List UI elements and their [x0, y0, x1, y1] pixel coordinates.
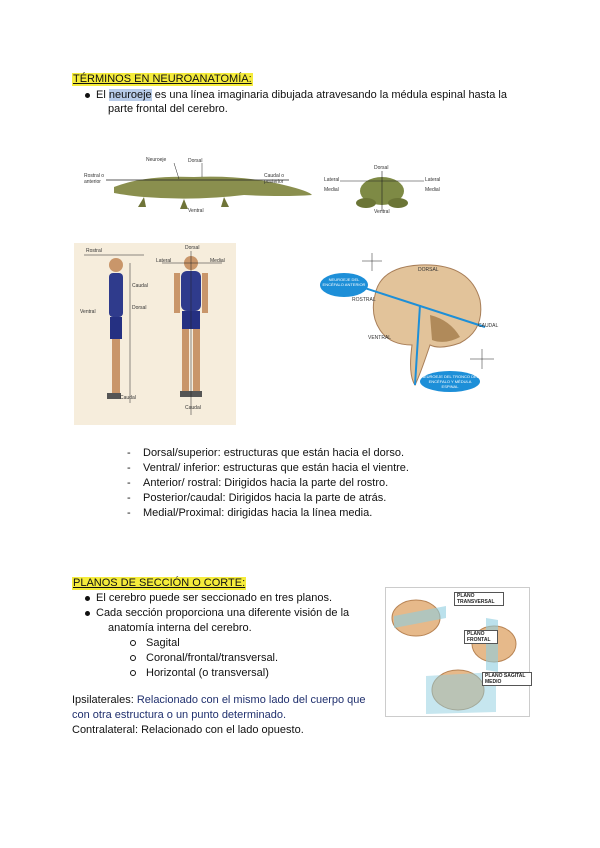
label-plano-sagital: PLANO SAGITAL MEDIO [482, 672, 532, 686]
highlighted-term: neuroeje [108, 89, 152, 101]
brain-label-rostral: ROSTRAL [352, 297, 376, 303]
human-label-ventral: Ventral [80, 309, 96, 315]
brain-label-dorsal: DORSAL [418, 267, 439, 273]
human-label-medial: Medial [210, 258, 225, 264]
label-plano-transversal: PLANO TRANSVERSAL [454, 592, 504, 606]
list-item: - Posterior/caudal: Dirigidos hacia la parte de atrás. [127, 492, 387, 504]
section-heading-planes: PLANOS DE SECCIÓN O CORTE: [73, 577, 246, 589]
label-plano-frontal: PLANO FRONTAL [464, 630, 498, 644]
croc-label-neuroeje: Neuroeje [146, 157, 167, 163]
bullet-dot [85, 93, 90, 98]
frog-figure [322, 165, 442, 215]
frog-label-medial-left: Medial [324, 187, 339, 193]
list-item: El cerebro puede ser seccionado en tres planos. [85, 591, 375, 606]
frog-label-medial-right: Medial [425, 187, 440, 193]
ipsilateral-paragraph: Ipsilaterales: Relacionado con el mismo lado del cuerpo que [72, 694, 366, 706]
human-label-rostral: Rostral [86, 248, 102, 254]
list-item: - Medial/Proximal: dirigidas hacia la línea media. [127, 507, 373, 519]
crocodile-figure [84, 155, 314, 215]
bubble-neuroeje-tronco: NEUROEJE DEL TRONCO DEL ENCÉFALO Y MÉDULA ESPINAL [420, 371, 480, 392]
human-label-caudal-b: Caudal [185, 405, 201, 411]
human-label-caudal-bottom: Caudal [120, 395, 136, 401]
human-label-dorsal: Dorsal [132, 305, 147, 311]
frog-label-lateral-right: Lateral [425, 177, 441, 183]
brain-axes-figure [320, 245, 525, 395]
neuroeje-bullet-cont: parte frontal del cerebro. [108, 103, 228, 115]
list-item: - Anterior/ rostral: Dirigidos hacia la parte del rostro. [127, 477, 389, 489]
human-label-caudal-top: Caudal [132, 283, 148, 289]
human-label-lateral: Lateral [156, 258, 172, 264]
bubble-neuroeje-anterior: NEUROEJE DEL ENCÉFALO ANTERIOR [320, 273, 368, 297]
ipsilateral-paragraph-cont: con otra estructura o un punto determinado. [72, 709, 287, 721]
list-item: - Dorsal/superior: estructuras que están hacia el dorso. [127, 447, 405, 459]
section-heading-terms: TÉRMINOS EN NEUROANATOMÍA: [73, 73, 252, 85]
list-item: Horizontal (o transversal) [130, 666, 330, 681]
croc-label-dorsal: Dorsal [188, 158, 203, 164]
list-item: Coronal/frontal/transversal. [130, 651, 330, 666]
croc-label-rostral: Rostral o anterior [84, 173, 105, 185]
list-item-cont: anatomía interna del cerebro. [108, 622, 252, 634]
list-item: Cada sección proporciona una diferente visión de la [85, 606, 375, 621]
terms-list [127, 446, 467, 521]
neuroeje-bullet: El neuroeje es una línea imaginaria dibujada atravesando la médula espinal hasta la [85, 88, 545, 102]
planes-sub-bullets [130, 636, 330, 681]
list-item: Sagital [130, 636, 330, 651]
human-body-figure [74, 243, 236, 425]
human-label-dorsal-b: Dorsal [185, 245, 200, 251]
brain-label-ventral: VENTRAL [368, 335, 392, 341]
frog-label-lateral-left: Lateral [324, 177, 340, 183]
list-item: - Ventral/ inferior: estructuras que están hacia el vientre. [127, 462, 409, 474]
brain-planes-figure [385, 587, 530, 717]
croc-label-ventral: Ventral [188, 208, 204, 214]
croc-label-caudal: Caudal o posterior [264, 173, 285, 185]
frog-label-dorsal: Dorsal [374, 165, 389, 171]
contralateral-paragraph: Contralateral: Relacionado con el lado opuesto. [72, 724, 304, 736]
brain-label-caudal: CAUDAL [478, 323, 499, 329]
planes-bullets [85, 591, 375, 636]
frog-label-ventral: Ventral [374, 209, 390, 215]
